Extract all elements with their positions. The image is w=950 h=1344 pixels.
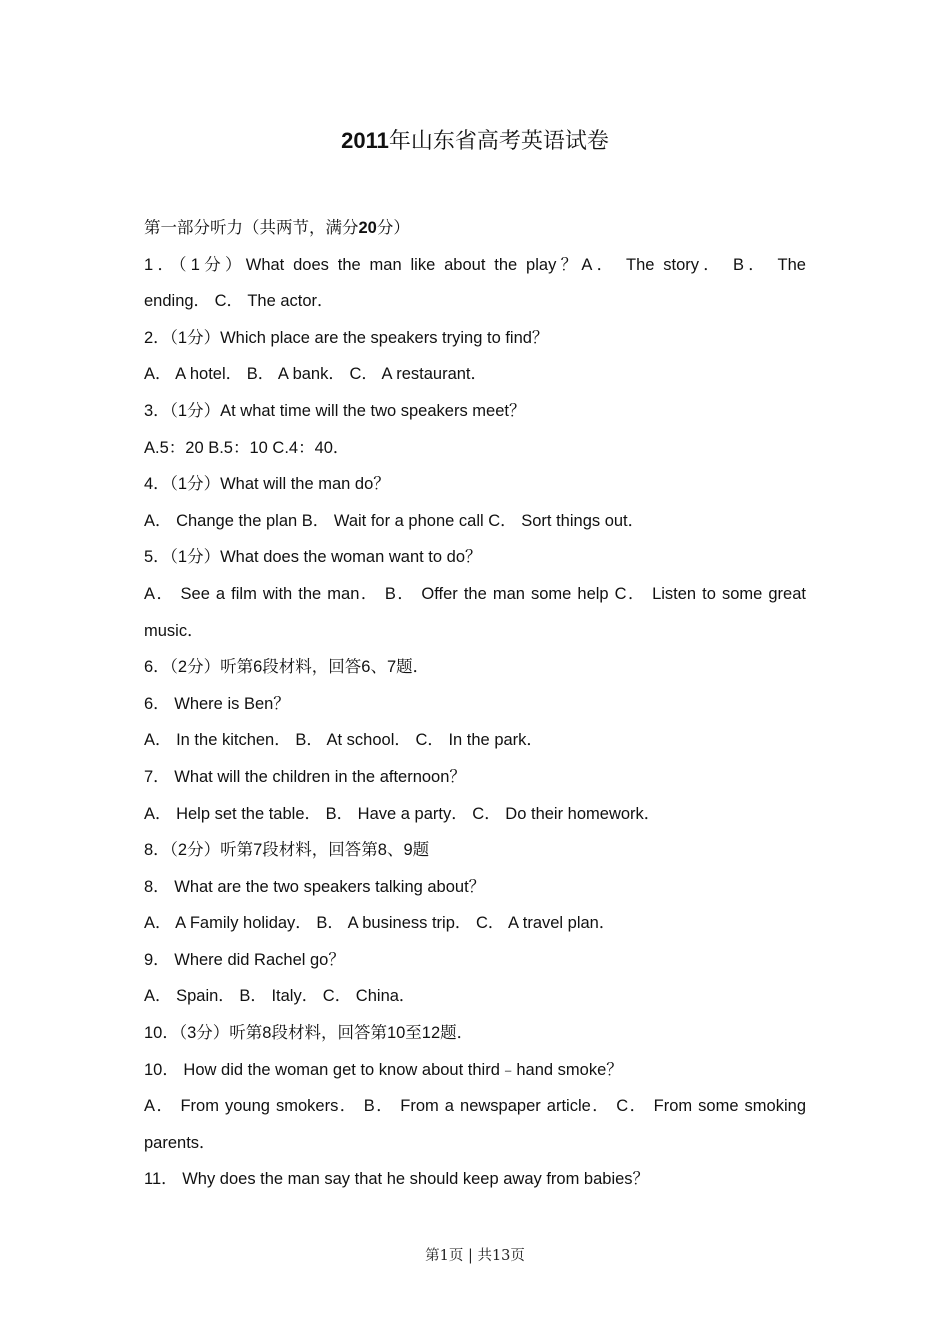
question-10-options-cont: parents．	[144, 1133, 216, 1152]
title-year: 2011	[341, 128, 389, 153]
question-8-group: 8．（2分）听第7段材料，回答第8、9题	[144, 841, 430, 860]
question-3-options: A.5：20 B.5：10 C.4：40．	[144, 438, 350, 457]
question-3: 3．（1分）At what time will the two speakers meet？	[144, 401, 526, 420]
question-8: 8． What are the two speakers talking about？	[144, 877, 486, 896]
question-1-options-cont: ending． C． The actor．	[144, 292, 334, 311]
question-7: 7． What will the children in the afternoon？	[144, 767, 466, 786]
question-6: 6． Where is Ben？	[144, 694, 290, 713]
question-9-options: A． Spain． B． Italy． C． China．	[144, 987, 416, 1006]
question-7-options: A． Help set the table． B． Have a party． C． Do their homework．	[144, 804, 661, 823]
question-9: 9． Where did Rachel go？	[144, 950, 345, 969]
question-10-options: A． From young smokers． B． From a newspaper article． C． From some smoking	[144, 1097, 806, 1116]
question-1: 1．（1分）What does the man like about the play？A． The story． B． The	[144, 255, 806, 274]
question-5-options-cont: music．	[144, 621, 204, 640]
document-body	[144, 210, 806, 1198]
question-4-options: A． Change the plan B． Wait for a phone call C． Sort things out．	[144, 511, 645, 530]
question-6-group: 6．（2分）听第6段材料，回答6、7题．	[144, 658, 430, 677]
question-11: 11． Why does the man say that he should keep away from babies？	[144, 1170, 650, 1189]
question-5-options: A． See a film with the man． B． Offer the man some help C． Listen to some great	[144, 584, 806, 603]
question-6-options: A． In the kitchen． B． At school． C． In the park．	[144, 731, 543, 750]
question-10: 10． How did the woman get to know about third﹣hand smoke？	[144, 1060, 623, 1079]
question-5: 5．（1分）What does the woman want to do？	[144, 548, 482, 567]
question-8-options: A． A Family holiday． B． A business trip． C． A travel plan．	[144, 914, 616, 933]
question-10-group: 10．（3分）听第8段材料，回答第10至12题．	[144, 1024, 474, 1043]
question-4: 4．（1分）What will the man do？	[144, 475, 390, 494]
title-text: 年山东省高考英语试卷	[388, 129, 609, 154]
page-footer: 第1页 | 共13页	[425, 1248, 525, 1264]
question-2: 2．（1分）Which place are the speakers trying to find？	[144, 328, 549, 347]
page-title	[0, 124, 950, 155]
question-2-options: A． A hotel． B． A bank． C． A restaurant．	[144, 365, 488, 384]
section-heading: 第一部分听力（共两节，满分20分）	[144, 218, 410, 237]
